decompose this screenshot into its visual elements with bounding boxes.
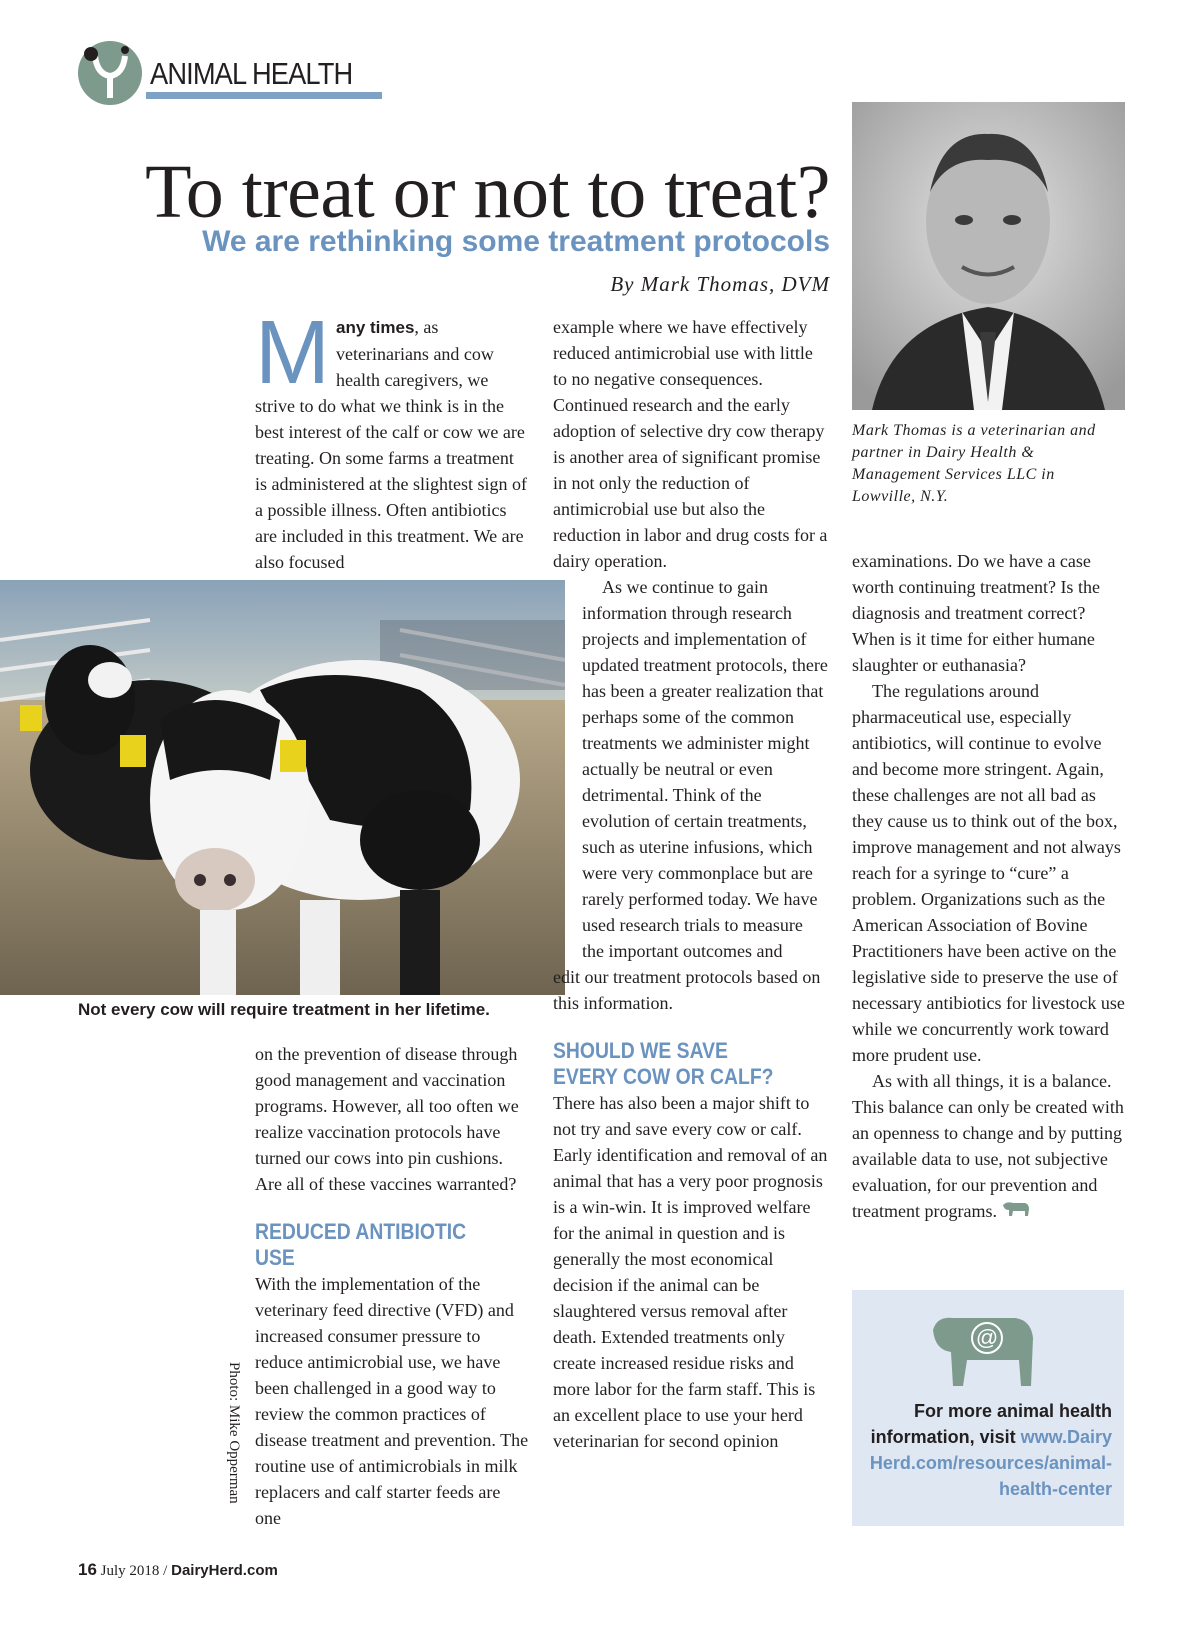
section-heading-save: SHOULD WE SAVE EVERY COW OR CALF? [553,1038,774,1089]
cow-photo [0,580,565,995]
paragraph: With the implementation of the veterinary feed directive (VFD) and increased consumer pressure to reduce antimicrobial use, we have been challenged in a good way to review the common practices of disease treatment and prevention. The routine use of antimicrobials in milk replacers and calf starter feeds are one [255,1274,529,1528]
author-portrait [852,102,1125,410]
stethoscope-y-icon [77,40,143,106]
closing-text: As with all things, it is a balance. This balance can only be created with an openness to change and by putting available data to use, not subjective evaluation, for our prevention and treatment programs. [852,1071,1124,1221]
paragraph: on the prevention of disease through good management and vaccination programs. However, all too often we realize vaccination protocols have turned our cows into pin cushions. Are all of these vaccines warranted? [255,1044,519,1194]
author-bio: Mark Thomas is a veterinarian and partner in Dairy Health & Management Services LLC in Lowville, N.Y. [852,422,1096,505]
photo-credit: Photo: Mike Opperman [226,1362,242,1504]
article-byline: By Mark Thomas, DVM [610,272,830,296]
section-title: ANIMAL HEALTH [150,56,353,91]
article-title: To treat or not to treat? [145,150,830,234]
intro-text: , as veterinarians and cow health caregivers, we strive to do what we think is in the best interest of the calf or cow we are treating. On some farms a treatment is administered at the slightest sign of a possible illness. Often antibiotics are included in this treatment. We are also focused [255,317,527,572]
page-footer [78,1560,278,1580]
paragraph: edit our treatment protocols based on this information. [553,967,821,1013]
info-box [852,1290,1124,1526]
column-1-bottom [255,1041,530,1531]
section-rule [146,92,382,99]
issue-date: July 2018 / [100,1563,168,1579]
page-number: 16 [78,1560,97,1579]
info-label: For more animal health information, visit [870,1401,1112,1447]
drop-cap: M [255,303,330,403]
resource-link[interactable]: www.DairyHerd.com/resources/animal-health-center [869,1427,1112,1499]
column-3 [852,548,1127,1224]
article-subtitle: We are rethinking some treatment protocols [202,225,830,258]
cow-at-icon [927,1308,1039,1393]
section-heading-antibiotic: REDUCED ANTIBIOTIC USE [255,1219,467,1270]
photo-caption: Not every cow will require treatment in her lifetime. [78,1000,490,1019]
column-1-top [255,303,527,575]
footer-site[interactable]: DairyHerd.com [171,1562,278,1579]
column-2 [553,314,829,1454]
paragraph: examinations. Do we have a case worth continuing treatment? Is the diagnosis and treatment correct? When is it time for either humane slaughter or euthanasia? [852,551,1100,675]
paragraph [852,1068,1127,1224]
paragraph: As we continue to gain information through research projects and implementation of updated treatment protocols, there has been a greater realization that perhaps some of the common treatments we administer might actually be neutral or even detrimental. Think of the evolution of certain treatments, such as uterine infusions, which were very commonplace but are rarely performed today. We have used research trials to measure the important outcomes and [582,577,828,961]
info-text [862,1398,1112,1502]
svg-text:@: @ [975,1325,999,1350]
paragraph: The regulations around pharmaceutical use, especially antibiotics, will continue to evolve and become more stringent. Again, these challenges are not all bad as they cause us to think out of the box, improve management and not always reach for a syringe to “cure” a problem. Organizations such as the American Association of Bovine Practitioners have been active on the legislative side to preserve the use of necessary antibiotics for livestock use while we concurrently work toward more prudent use. [852,681,1125,1065]
paragraph: There has also been a major shift to not try and save every cow or calf. Early identification and removal of an animal that has a very poor prognosis is a win-win. It is improved welfare for the animal in question and is generally the most economical decision if the animal can be slaughtered versus removal after death. Extended treatments only create increased residue risks and more labor for the farm staff. This is an excellent place to use your herd veterinarian for second opinion [553,1093,828,1451]
paragraph-intro [255,303,527,575]
end-cow-icon [1001,1201,1031,1221]
paragraph: example where we have effectively reduced antimicrobial use with little to no negative consequences. Continued research and the early adoption of selective dry cow therapy is another area of significant promise in not only the reduction of antimicrobial use but also the reduction in labor and drug costs for a dairy operation. [553,317,828,571]
lead-in: any times [335,318,415,337]
